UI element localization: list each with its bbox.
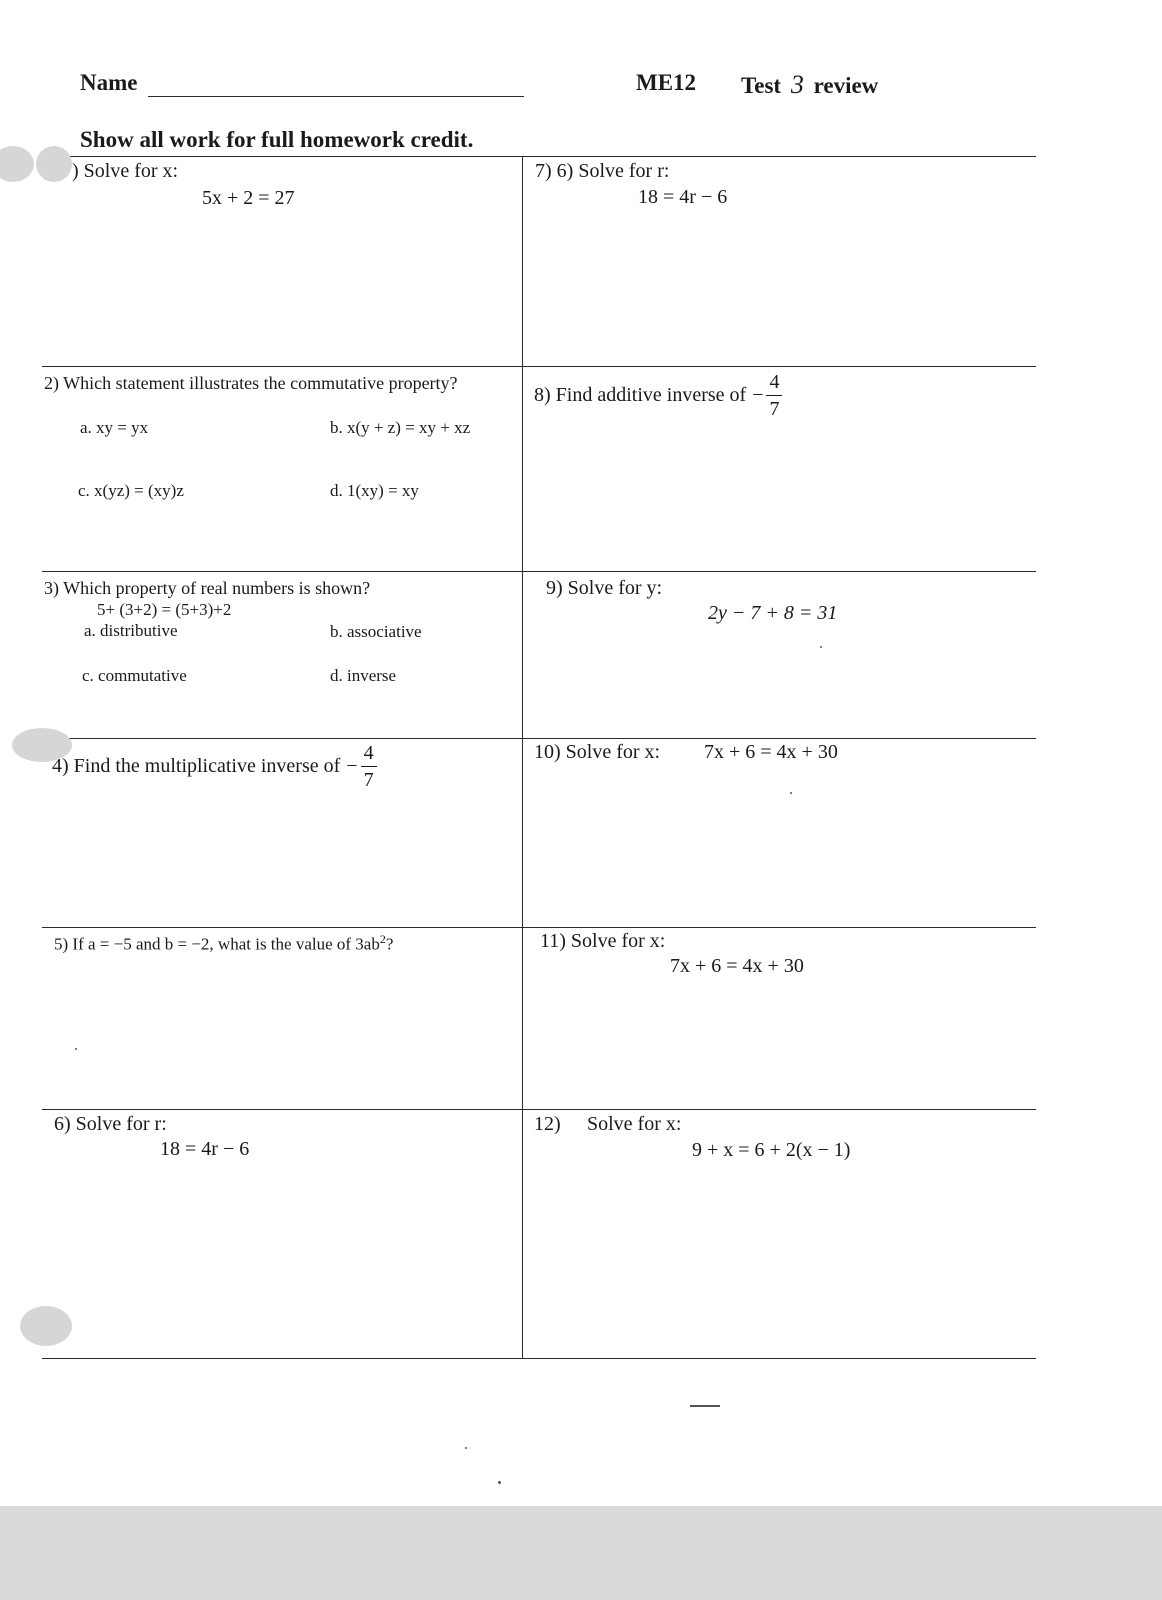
- problem-5-end: ?: [385, 934, 394, 954]
- grid-line-bottom: [42, 1358, 1036, 1359]
- problem-12-equation: 9 + x = 6 + 2(x − 1): [692, 1139, 851, 1161]
- problem-4-denominator: 7: [363, 769, 374, 791]
- problem-2-choice-b: b. x(y + z) = xy + xz: [330, 418, 471, 437]
- instruction: Show all work for full homework credit.: [80, 127, 474, 152]
- scan-speck: [75, 1048, 77, 1050]
- problem-9-equation: 2y − 7 + 8 = 31: [708, 602, 838, 624]
- grid-line-center: [522, 156, 523, 1358]
- problem-7-label: 7) 6) Solve for r:: [535, 160, 670, 182]
- problem-5: [54, 932, 393, 955]
- problem-10-equation: 7x + 6 = 4x + 30: [704, 741, 838, 763]
- test-prefix: Test: [741, 73, 782, 98]
- problem-8-fraction: [766, 372, 782, 419]
- problem-4-numerator: 4: [361, 743, 377, 767]
- problem-5-exponent: 2: [379, 932, 386, 946]
- binder-hole: [36, 146, 72, 182]
- problem-5-label: 5) If a = −5 and b = −2, what is the value of 3ab: [54, 934, 380, 954]
- problem-10-label: 10) Solve for x:: [534, 741, 661, 763]
- scan-speck: [498, 1481, 501, 1484]
- problem-8-sign: −: [752, 384, 764, 406]
- scan-speck: [820, 646, 822, 648]
- name-label: Name: [80, 70, 138, 95]
- problem-4: [52, 743, 377, 790]
- problem-4-fraction: [361, 743, 377, 790]
- scan-speck: [790, 792, 792, 794]
- grid-line-row1: [42, 366, 1036, 367]
- problem-8-label: 8) Find additive inverse of: [534, 384, 747, 406]
- problem-2-label: 2) Which statement illustrates the commutative property?: [44, 373, 458, 393]
- problem-1-equation: 5x + 2 = 27: [202, 187, 295, 209]
- grid-line-row2: [42, 571, 1036, 572]
- test-suffix: review: [813, 73, 879, 98]
- problem-12-number: 12): [534, 1113, 561, 1135]
- grid-line-row4: [42, 927, 1036, 928]
- problem-6-label: 6) Solve for r:: [54, 1113, 167, 1135]
- problem-4-sign: −: [346, 755, 358, 777]
- problem-2-choice-d: d. 1(xy) = xy: [330, 481, 419, 500]
- binder-hole: [20, 1306, 72, 1346]
- problem-11-label: 11) Solve for x:: [540, 930, 666, 952]
- test-number: 3: [790, 70, 804, 99]
- problem-2-choice-a: a. xy = yx: [80, 418, 149, 437]
- problem-8-numerator: 4: [766, 372, 782, 396]
- problem-3-choice-a: a. distributive: [84, 621, 178, 640]
- problem-8: [534, 372, 782, 419]
- problem-3-choice-c: c. commutative: [82, 666, 187, 685]
- problem-8-denominator: 7: [769, 398, 780, 420]
- problem-11-equation: 7x + 6 = 4x + 30: [670, 955, 804, 977]
- scan-speck: [465, 1447, 467, 1449]
- test-title: [741, 70, 878, 100]
- name-line[interactable]: [148, 96, 524, 97]
- problem-2-choice-c: c. x(yz) = (xy)z: [78, 481, 184, 500]
- course-code: ME12: [636, 70, 697, 95]
- binder-hole: [0, 146, 34, 182]
- problem-4-label: 4) Find the multiplicative inverse of: [52, 755, 341, 777]
- scan-bottom-margin: [0, 1506, 1162, 1600]
- problem-6-equation: 18 = 4r − 6: [160, 1138, 250, 1160]
- problem-3-choice-b: b. associative: [330, 622, 422, 641]
- grid-line-row5: [42, 1109, 1036, 1110]
- grid-line-top: [42, 156, 1036, 157]
- problem-12-label: Solve for x:: [587, 1113, 682, 1135]
- problem-3-choice-d: d. inverse: [330, 666, 397, 685]
- grid-line-row3: [42, 738, 1036, 739]
- problem-3-expression: 5+ (3+2) = (5+3)+2: [97, 600, 232, 619]
- scan-speck: [690, 1405, 720, 1407]
- problem-3-label: 3) Which property of real numbers is shown?: [44, 578, 371, 598]
- problem-1-label: ) Solve for x:: [72, 160, 179, 182]
- problem-7-equation: 18 = 4r − 6: [638, 186, 728, 208]
- problem-9-label: 9) Solve for y:: [546, 577, 663, 599]
